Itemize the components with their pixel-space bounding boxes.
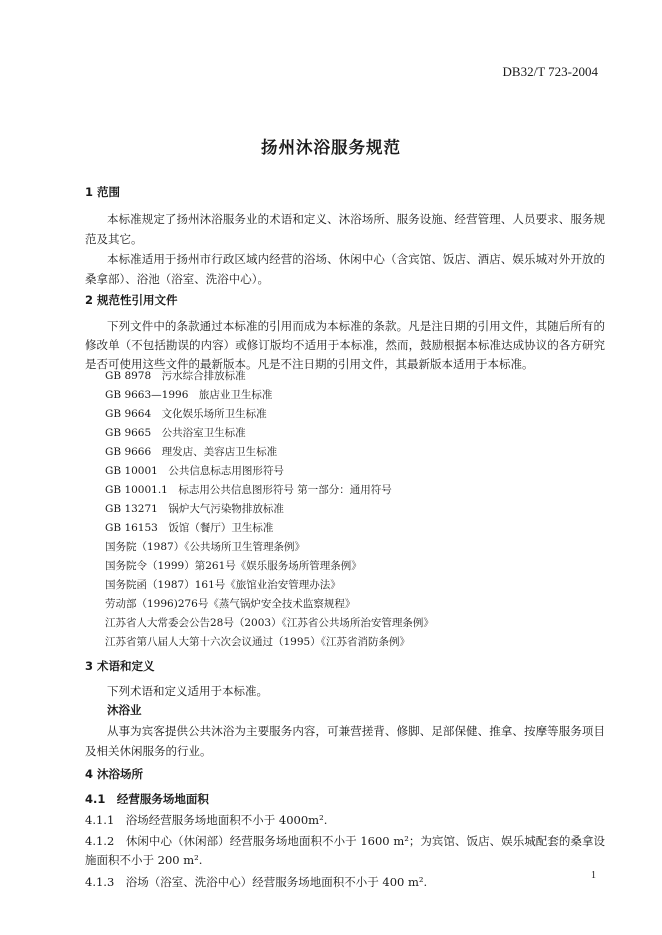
reference-item: 国务院函（1987）161号《旅馆业治安管理办法》: [105, 579, 341, 591]
term-name: 沐浴业: [107, 703, 142, 717]
reference-item: GB 9664 文化娱乐场所卫生标准: [105, 408, 267, 420]
reference-item: 江苏省第八届人大第十六次会议通过（1995）《江苏省消防条例》: [105, 636, 410, 648]
section-2-heading: 2 规范性引用文件: [85, 293, 178, 307]
section-1-heading: 1 范围: [85, 185, 121, 199]
reference-item: GB 9663—1996 旅店业卫生标准: [105, 389, 273, 401]
clause-4-1-1: 4.1.1 浴场经营服务场地面积不小于 4000m².: [85, 813, 328, 827]
document-title: 扬州沐浴服务规范: [261, 138, 401, 157]
term-definition: 从事为宾客提供公共沐浴为主要服务内容，可兼营搓背、修脚、足部保健、推拿、按摩等服务项目及相关休闲服务的行业。: [85, 724, 605, 758]
standard-number: DB32/T 723-2004: [502, 64, 598, 79]
reference-item: 国务院（1987）《公共场所卫生管理条例》: [105, 541, 305, 553]
reference-item: GB 9666 理发店、美容店卫生标准: [105, 446, 278, 458]
section-3-heading: 3 术语和定义: [85, 659, 155, 673]
reference-item: GB 9665 公共浴室卫生标准: [105, 427, 246, 439]
reference-item: GB 8978 污水综合排放标准: [105, 370, 246, 382]
subsection-4-1-heading: 4.1 经营服务场地面积: [85, 792, 209, 806]
clause-4-1-2: 4.1.2 休闲中心（休闲部）经营服务场地面积不小于 1600 m²；为宾馆、饭店、娱乐城配套的桑拿设施面积不小于 200 m².: [85, 834, 605, 867]
reference-item: GB 10001 公共信息标志用图形符号: [105, 465, 284, 477]
section-2-intro: 下列文件中的条款通过本标准的引用而成为本标准的条款。凡是注日期的引用文件，其随后所有的修改单（不包括勘误的内容）或修订版均不适用于本标准，然而，鼓励根据本标准达成协议的各方研究是否可使用这些文件的最新版本。凡是不注日期的引用文件，其最新版本适用于本标准。: [85, 319, 605, 371]
reference-item: GB 16153 饭馆（餐厅）卫生标准: [105, 522, 274, 534]
section-1-paragraph-1: 本标准规定了扬州沐浴服务业的术语和定义、沐浴场所、服务设施、经营管理、人员要求、服务规范及其它。: [85, 212, 605, 246]
reference-item: 江苏省人大常委会公告28号（2003）《江苏省公共场所治安管理条例》: [105, 617, 434, 629]
section-4-heading: 4 沐浴场所: [85, 767, 144, 781]
section-3-intro: 下列术语和定义适用于本标准。: [107, 684, 268, 698]
section-1-paragraph-2: 本标准适用于扬州市行政区域内经营的浴场、休闲中心（含宾馆、饭店、酒店、娱乐城对外开放的桑拿部）、浴池（浴室、洗浴中心）。: [85, 252, 605, 286]
reference-item: GB 13271 锅炉大气污染物排放标准: [105, 503, 284, 515]
page-number: 1: [591, 870, 596, 881]
reference-item: 劳动部（1996)276号《蒸气锅炉安全技术监察规程》: [105, 598, 356, 610]
clause-4-1-3: 4.1.3 浴场（浴室、洗浴中心）经营服务场地面积不小于 400 m².: [85, 875, 428, 889]
reference-item: 国务院令（1999）第261号《娱乐服务场所管理条例》: [105, 560, 362, 572]
reference-item: GB 10001.1 标志用公共信息图形符号 第一部分：通用符号: [105, 484, 392, 496]
